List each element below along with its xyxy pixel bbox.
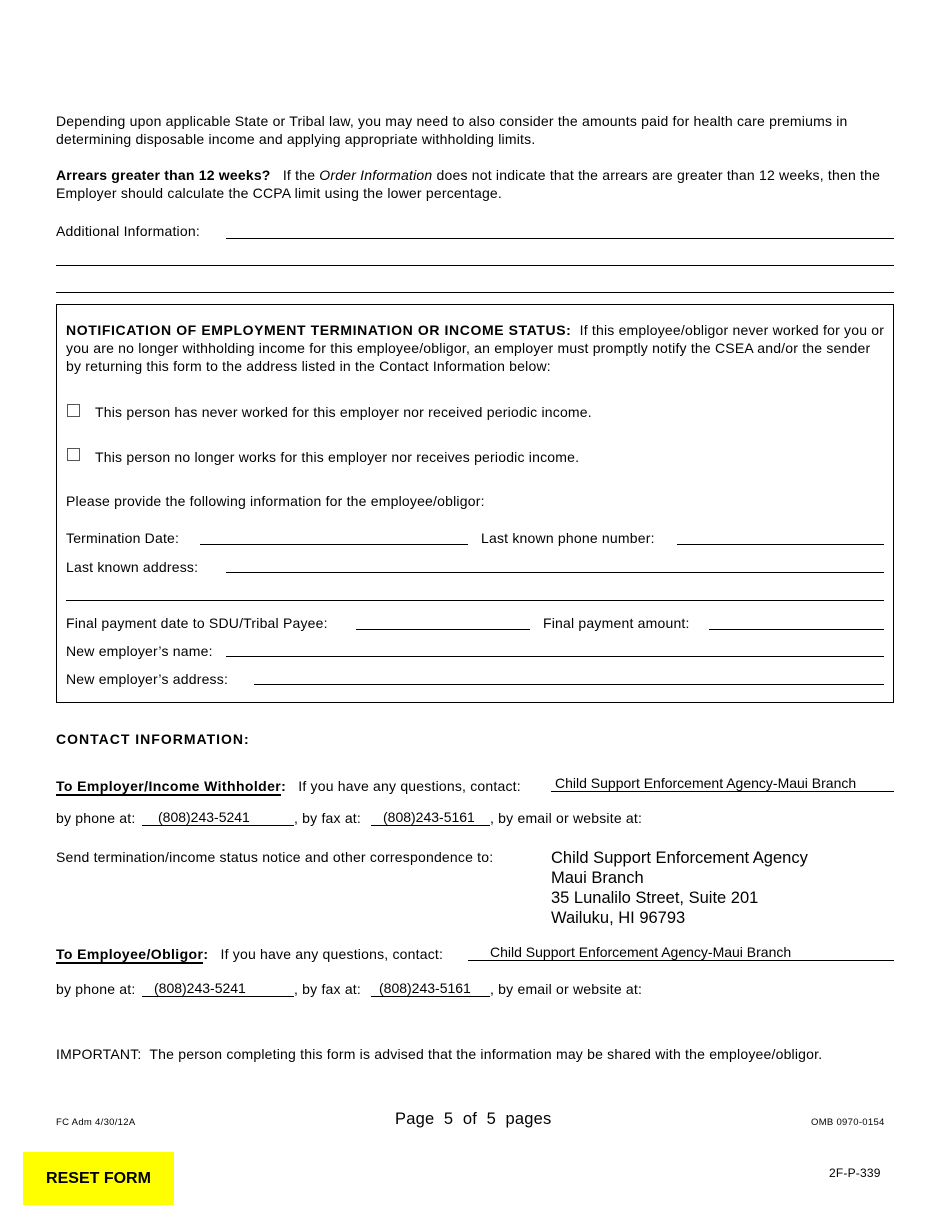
employee-fax-label: , by fax at: [294,981,361,997]
additional-info-input-1[interactable] [226,219,894,239]
employer-phone-label: by phone at: [56,810,136,826]
termination-heading: NOTIFICATION OF EMPLOYMENT TERMINATION OR INCOME STATUS: [66,322,572,338]
final-payment-date-input[interactable] [356,610,530,630]
new-employer-name-label: New employer’s name: [66,643,213,659]
contact-heading: CONTACT INFORMATION: [56,731,250,747]
employee-contact-row: To Employee/Obligor: If you have any questions, contact: [56,946,444,962]
last-address-input-2[interactable] [66,581,884,601]
health-care-paragraph: Depending upon applicable State or Tribal law, you may need to also consider the amounts paid for health care premiums in determining disposable income and applying appropriate withholding limits. [56,113,848,147]
arrears-text-a: If the [282,167,316,183]
final-payment-amount-label: Final payment amount: [543,615,690,631]
form-id: FC Adm 4/30/12A [56,1117,136,1128]
termination-date-input[interactable] [200,525,468,545]
termination-date-label: Termination Date: [66,530,180,546]
employer-fax-value[interactable]: (808)243-5161 [371,809,490,826]
employee-heading: To Employee/Obligor [56,946,204,962]
address-line: Maui Branch [551,869,644,887]
no-longer-works-checkbox[interactable] [67,448,80,461]
additional-info-input-2[interactable] [56,246,894,266]
address-line: 35 Lunalilo Street, Suite 201 [551,889,759,907]
send-notice-text: Send termination/income status notice and other correspondence to: [56,849,494,865]
employer-contact-value[interactable]: Child Support Enforcement Agency-Maui Branch [551,775,894,792]
employee-contact-text: If you have any questions, contact: [220,946,444,962]
new-employer-name-input[interactable] [226,637,884,657]
arrears-heading: Arrears greater than 12 weeks? [56,167,271,183]
additional-info-label: Additional Information: [56,223,200,239]
employer-fax-label: , by fax at: [294,810,361,826]
arrears-paragraph [56,166,896,202]
employer-contact-row: To Employer/Income Withholder: If you have any questions, contact: [56,778,521,794]
additional-info-input-3[interactable] [56,273,894,293]
employee-email-label: , by email or website at: [490,981,643,997]
employee-fax-value[interactable]: (808)243-5161 [371,980,490,997]
reset-form-button[interactable]: RESET FORM [23,1152,174,1205]
employee-contact-value[interactable]: Child Support Enforcement Agency-Maui Branch [468,944,894,961]
termination-notice [66,321,888,375]
never-worked-label: This person has never worked for this employer nor received periodic income. [95,404,592,420]
form-code: 2F-P-339 [829,1166,881,1180]
omb-number: OMB 0970-0154 [811,1117,885,1128]
last-phone-label: Last known phone number: [481,530,655,546]
new-employer-address-input[interactable] [254,665,884,685]
no-longer-works-label: This person no longer works for this employer nor receives periodic income. [95,449,580,465]
mailing-address [551,848,808,928]
final-payment-date-label: Final payment date to SDU/Tribal Payee: [66,615,328,631]
page-number: Page 5 of 5 pages [395,1110,552,1128]
important-notice: IMPORTANT: The person completing this form is advised that the information may be shared with the employee/obligor. [56,1046,823,1062]
address-line: Wailuku, HI 96793 [551,909,686,927]
new-employer-address-label: New employer’s address: [66,671,229,687]
termination-text: If this employee/obligor never worked for you or you are no longer withholding income for this employee/obligor, an employer must promptly notify the CSEA and/or the sender by returning this form to the address listed in the Contact Information below: [66,322,885,374]
employer-phone-value[interactable]: (808)243-5241 [142,809,294,826]
employer-contact-text: If you have any questions, contact: [298,778,521,794]
last-address-label: Last known address: [66,559,199,575]
arrears-text-b: does not indicate that the arrears are greater than 12 weeks, then the Employer should calculate the CCPA limit using the lower percentage. [56,167,881,201]
order-information-term: Order Information [319,167,433,183]
last-address-input-1[interactable] [226,553,884,573]
address-line: Child Support Enforcement Agency [551,849,808,867]
never-worked-checkbox[interactable] [67,404,80,417]
employee-phone-label: by phone at: [56,981,136,997]
employee-phone-value[interactable]: (808)243-5241 [142,980,294,997]
last-phone-input[interactable] [677,525,884,545]
final-payment-amount-input[interactable] [709,610,884,630]
employer-email-label: , by email or website at: [490,810,643,826]
employer-heading: To Employer/Income Withholder [56,778,282,794]
provide-info-text: Please provide the following information for the employee/obligor: [66,493,485,509]
